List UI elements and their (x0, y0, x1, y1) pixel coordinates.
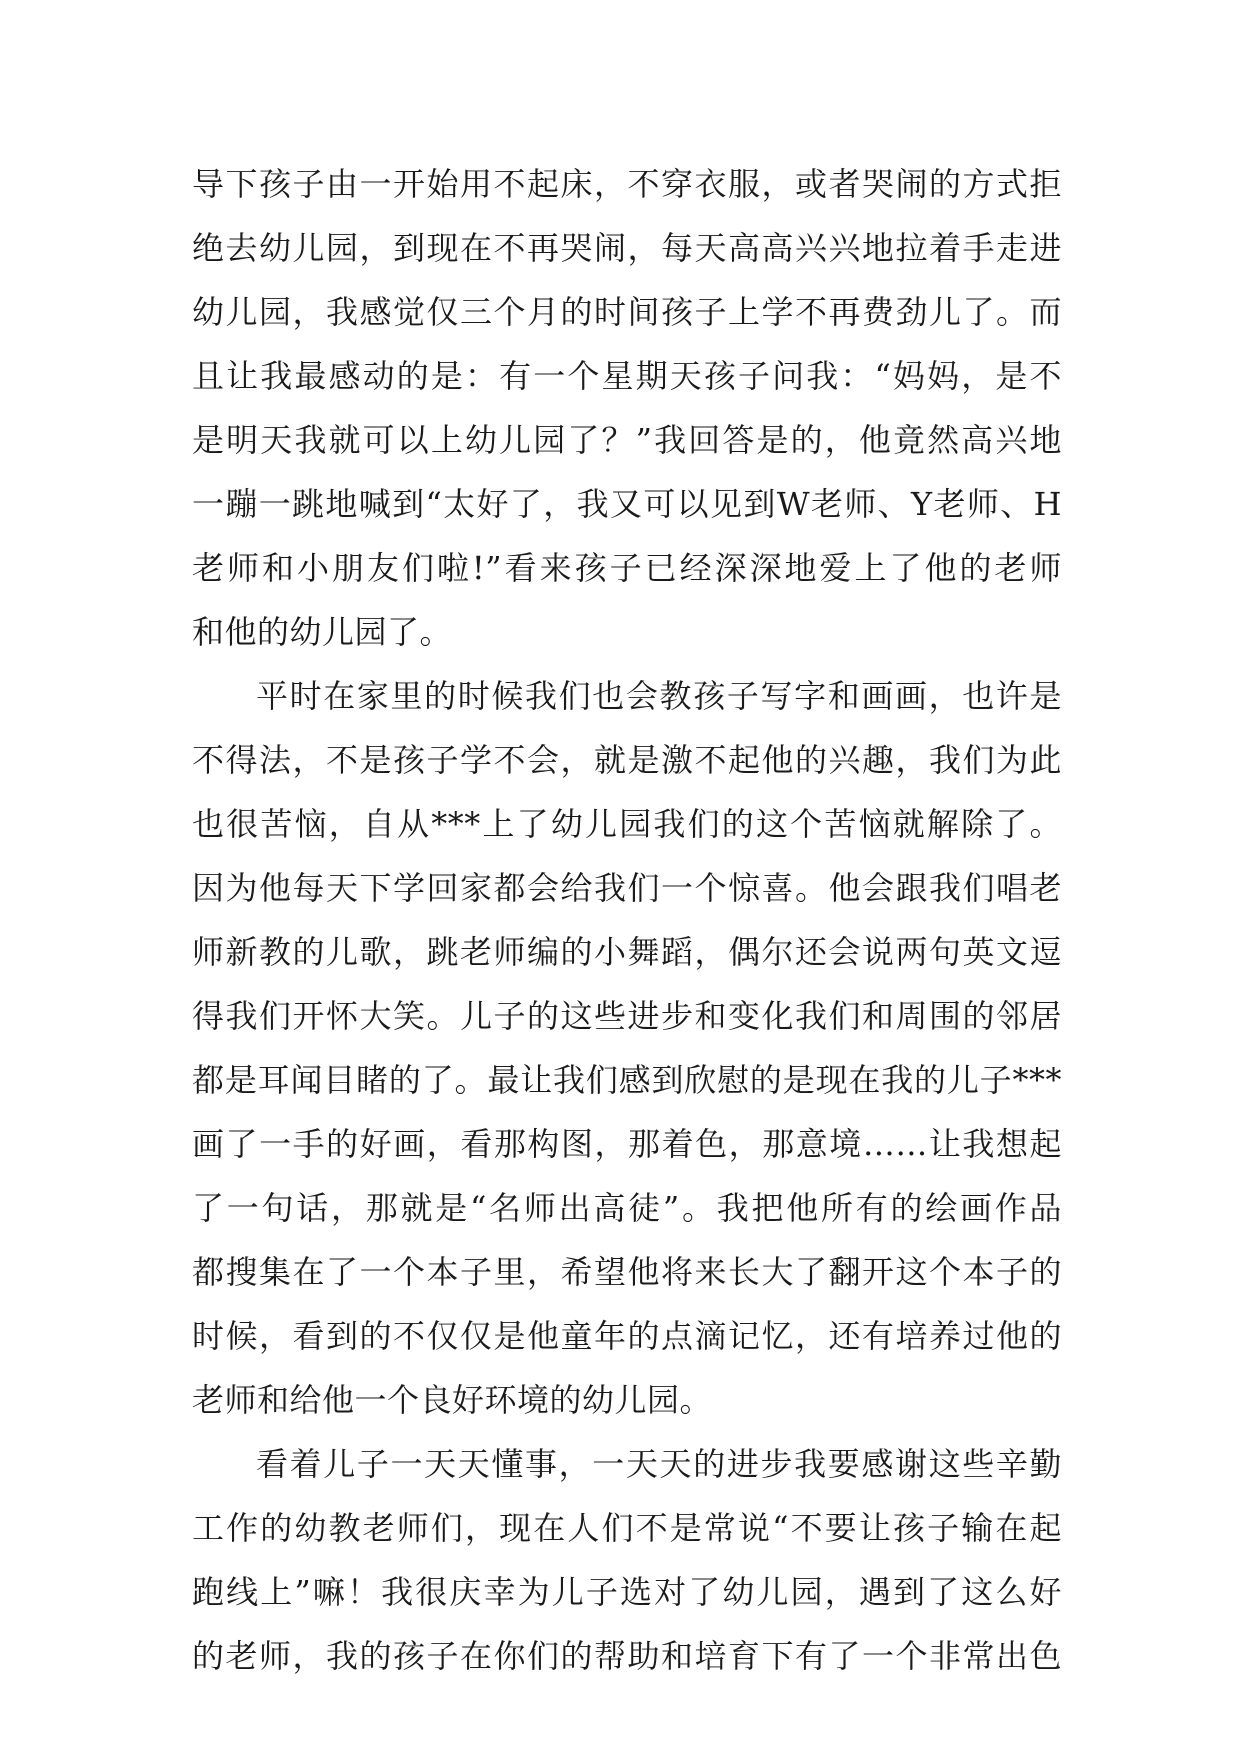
body-text (192, 152, 1062, 1688)
text-line: 不得法，不是孩子学不会，就是激不起他的兴趣，我们为此 (192, 741, 1062, 779)
paragraph-3 (192, 1432, 1062, 1688)
text-line: 幼儿园，我感觉仅三个月的时间孩子上学不再费劲儿了。而 (192, 293, 1062, 331)
text-line: 都是耳闻目睹的了。最让我们感到欣慰的是现在我的儿子*** (192, 1061, 1062, 1099)
text-line: 平时在家里的时候我们也会教孩子写字和画画，也许是 (256, 677, 1062, 715)
text-line: 师新教的儿歌，跳老师编的小舞蹈，偶尔还会说两句英文逗 (192, 933, 1062, 971)
text-line: 绝去幼儿园，到现在不再哭闹，每天高高兴兴地拉着手走进 (192, 229, 1062, 267)
text-line: 的老师，我的孩子在你们的帮助和培育下有了一个非常出色 (192, 1637, 1062, 1675)
text-line: 是明天我就可以上幼儿园了？”我回答是的，他竟然高兴地 (192, 421, 1062, 459)
text-line: 一蹦一跳地喊到“太好了，我又可以见到W老师、Y老师、H (192, 485, 1062, 523)
text-line: 得我们开怀大笑。儿子的这些进步和变化我们和周围的邻居 (192, 997, 1062, 1035)
text-line: 都搜集在了一个本子里，希望他将来长大了翻开这个本子的 (192, 1253, 1062, 1291)
paragraph-2 (192, 664, 1062, 1432)
text-line: 导下孩子由一开始用不起床，不穿衣服，或者哭闹的方式拒 (192, 165, 1062, 203)
text-line: 也很苦恼，自从***上了幼儿园我们的这个苦恼就解除了。 (192, 805, 1062, 843)
text-line: 时候，看到的不仅仅是他童年的点滴记忆，还有培养过他的 (192, 1317, 1062, 1355)
text-line: 了一句话，那就是“名师出高徒”。我把他所有的绘画作品 (192, 1189, 1062, 1227)
text-line: 跑线上”嘛！我很庆幸为儿子选对了幼儿园，遇到了这么好 (192, 1573, 1062, 1611)
paragraph-1 (192, 152, 1062, 664)
text-line: 工作的幼教老师们，现在人们不是常说“不要让孩子输在起 (192, 1509, 1062, 1547)
text-line: 看着儿子一天天懂事，一天天的进步我要感谢这些辛勤 (256, 1445, 1062, 1483)
text-line: 画了一手的好画，看那构图，那着色，那意境……让我想起 (192, 1125, 1062, 1163)
text-line: 老师和给他一个良好环境的幼儿园。 (192, 1381, 713, 1419)
text-line: 且让我最感动的是：有一个星期天孩子问我：“妈妈，是不 (192, 357, 1062, 395)
text-line: 和他的幼儿园了。 (192, 613, 453, 651)
text-line: 老师和小朋友们啦!”看来孩子已经深深地爱上了他的老师 (192, 549, 1062, 587)
text-line: 因为他每天下学回家都会给我们一个惊喜。他会跟我们唱老 (192, 869, 1062, 907)
